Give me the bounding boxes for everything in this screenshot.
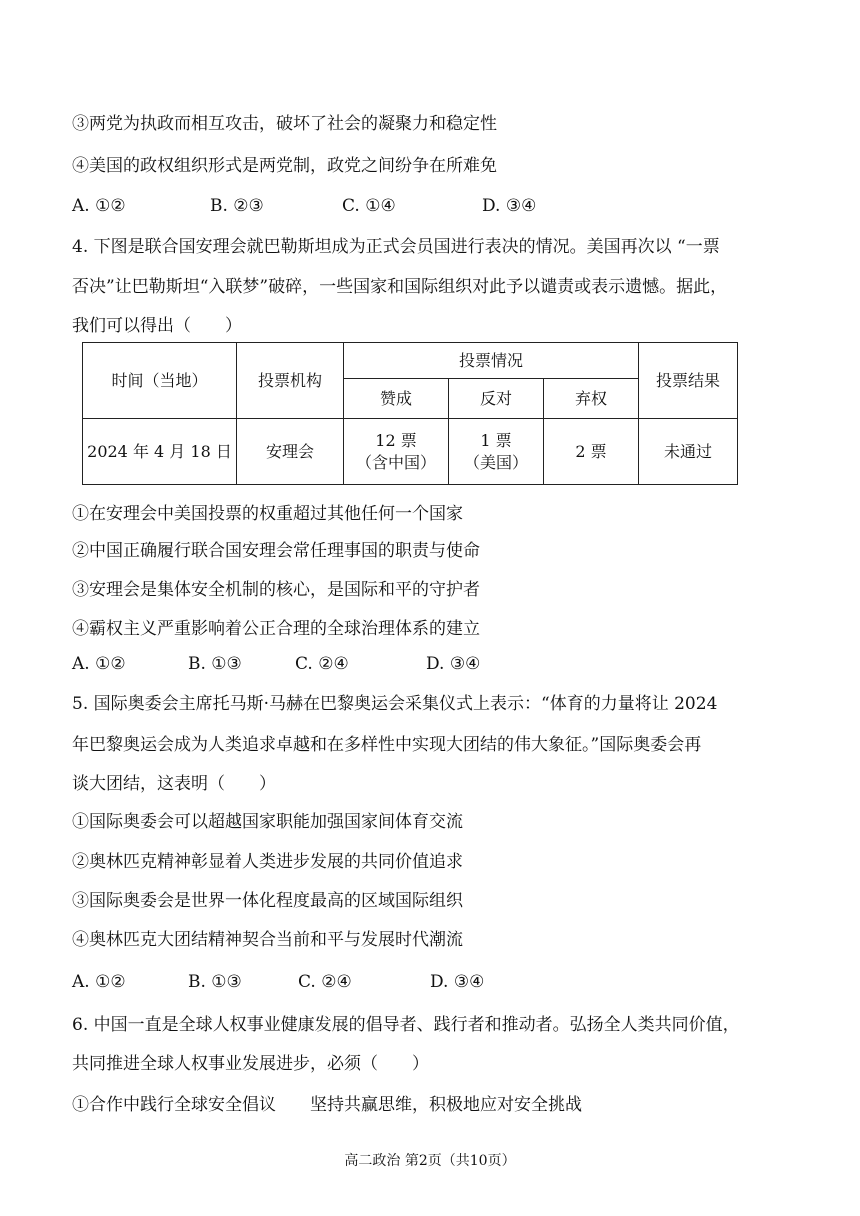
option-a: A. ①② <box>72 196 126 216</box>
option-d: D. ③④ <box>482 196 537 216</box>
option-a: A. ①② <box>72 654 126 674</box>
header-votes: 投票情况 <box>344 343 639 379</box>
q4-statement-4: ④霸权主义严重影响着公正合理的全球治理体系的建立 <box>72 619 480 639</box>
q4-statement-3: ③安理会是集体安全机制的核心，是国际和平的守护者 <box>72 580 480 600</box>
vote-table <box>82 342 738 485</box>
q6-stem-line1: 6. 中国一直是全球人权事业健康发展的倡导者、践行者和推动者。弘扬全人类共同价值， <box>72 1015 740 1035</box>
q5-stem-line3: 谈大团结，这表明（ ） <box>72 774 276 794</box>
cell-org: 安理会 <box>237 419 344 485</box>
cell-against <box>449 419 544 485</box>
q4-stem-line1: 4. 下图是联合国安理会就巴勒斯坦成为正式会员国进行表决的情况。美国再次以 “一票 <box>72 237 720 257</box>
q4-stem-line2: 否决”让巴勒斯坦“入联梦”破碎，一些国家和国际组织对此予以谴责或表示遗憾。据此， <box>72 277 728 297</box>
header-against: 反对 <box>449 379 544 419</box>
header-org: 投票机构 <box>237 343 344 419</box>
q5-statement-2: ②奥林匹克精神彰显着人类进步发展的共同价值追求 <box>72 852 463 872</box>
option-b: B. ②③ <box>210 196 264 216</box>
cell-time: 2024 年 4 月 18 日 <box>83 419 237 485</box>
q5-statement-4: ④奥林匹克大团结精神契合当前和平与发展时代潮流 <box>72 930 463 950</box>
cell-for-note: （含中国） <box>355 452 436 472</box>
statement-3: ③两党为执政而相互攻击，破坏了社会的凝聚力和稳定性 <box>72 114 497 134</box>
q6-stem-line2: 共同推进全球人权事业发展进步，必须（ ） <box>72 1054 429 1074</box>
cell-for-count: 12 票 <box>375 430 417 450</box>
q5-stem-line1: 5. 国际奥委会主席托马斯·马赫在巴黎奥运会采集仪式上表示：“体育的力量将让 2024 <box>72 694 718 714</box>
header-time: 时间（当地） <box>83 343 237 419</box>
option-c: C. ②④ <box>298 972 352 992</box>
option-a: A. ①② <box>72 972 126 992</box>
option-b: B. ①③ <box>188 972 242 992</box>
q4-statement-2: ②中国正确履行联合国安理会常任理事国的职责与使命 <box>72 541 480 561</box>
option-c: C. ②④ <box>295 654 349 674</box>
cell-for <box>344 419 449 485</box>
statement-4: ④美国的政权组织形式是两党制，政党之间纷争在所难免 <box>72 156 497 176</box>
cell-abstain: 2 票 <box>544 419 639 485</box>
page-footer: 高二政治 第2页（共10页） <box>344 1153 516 1169</box>
q6-statement-1: ①合作中践行全球安全倡议 坚持共赢思维，积极地应对安全挑战 <box>72 1095 582 1115</box>
cell-result: 未通过 <box>639 419 738 485</box>
q4-statement-1: ①在安理会中美国投票的权重超过其他任何一个国家 <box>72 504 463 524</box>
option-d: D. ③④ <box>430 972 485 992</box>
q5-statement-3: ③国际奥委会是世界一体化程度最高的区域国际组织 <box>72 891 463 911</box>
header-abstain: 弃权 <box>544 379 639 419</box>
option-d: D. ③④ <box>426 654 481 674</box>
header-result: 投票结果 <box>639 343 738 419</box>
header-for: 赞成 <box>344 379 449 419</box>
option-c: C. ①④ <box>342 196 396 216</box>
option-b: B. ①③ <box>188 654 242 674</box>
cell-against-note: （美国） <box>463 452 528 472</box>
cell-against-count: 1 票 <box>480 430 512 450</box>
q4-stem-line3: 我们可以得出（ ） <box>72 316 242 336</box>
q5-stem-line2: 年巴黎奥运会成为人类追求卓越和在多样性中实现大团结的伟大象征。”国际奥委会再 <box>72 735 702 755</box>
q5-statement-1: ①国际奥委会可以超越国家职能加强国家间体育交流 <box>72 812 463 832</box>
